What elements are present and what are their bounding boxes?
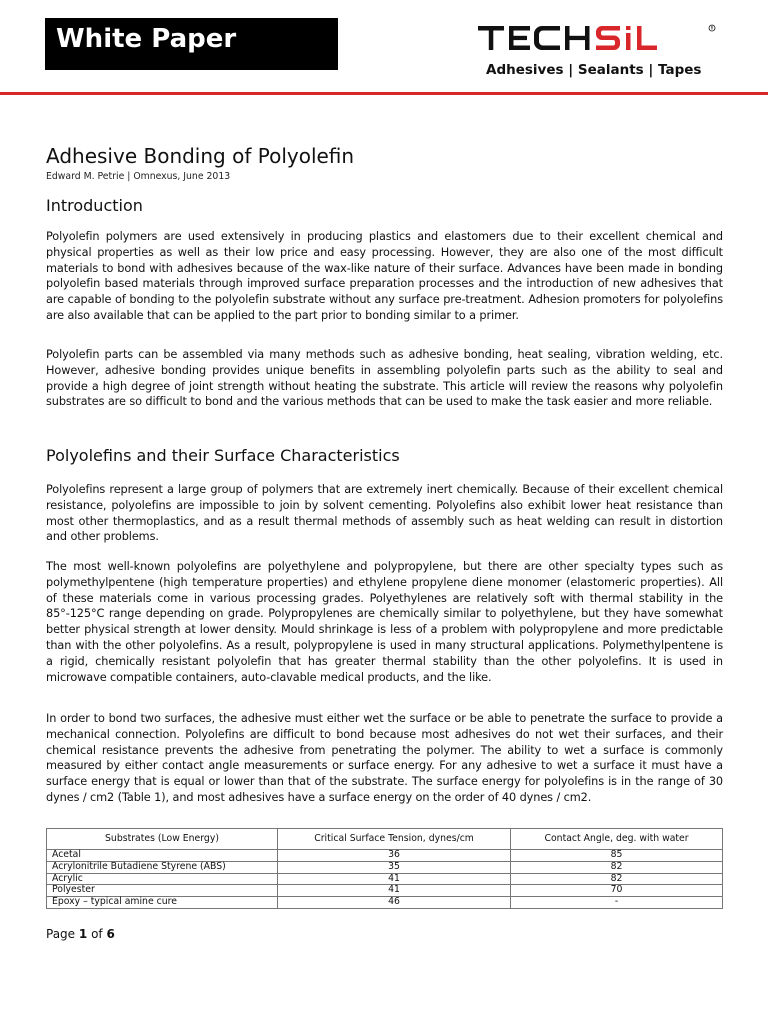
table-cell: Epoxy – typical amine cure xyxy=(47,897,278,909)
table-cell: 36 xyxy=(278,850,511,862)
section-heading-introduction: Introduction xyxy=(46,196,143,215)
document-title: Adhesive Bonding of Polyolefin xyxy=(46,144,355,168)
page-label: Page xyxy=(46,927,76,941)
table-cell: 82 xyxy=(511,873,723,885)
paragraph: In order to bond two surfaces, the adhesive must either wet the surface or be able to penetrate the surface to provide a mechanical connection. Polyolefins are difficult to bond because most adhesives do not wet their surfaces, and their chemical resistance prevents the adhesive from penetrating the polymer. The ability to wet a surface is commonly measured by either contact angle measurements or surface energy. For any adhesive to wet a surface it must have a surface energy that is equal or lower than that of the substrate. The surface energy for polyolefins is in the range of 30 dynes / cm2 (Table 1), and most adhesives have a surface energy on the order of 40 dynes / cm2. xyxy=(46,712,723,804)
table-row xyxy=(47,850,723,862)
paragraph: The most well-known polyolefins are polyethylene and polypropylene, but there are other specialty types such as polymethylpentene (high temperature properties) and ethylene propylene diene monomer (elastomeric properties). All of these materials come in various processing grades. Polyethylenes are relatively soft with thermal stability in the 85°-125°C range depending on grade. Polypropylenes are chemically similar to polyethylene, but they have somewhat better physical strength at lower density. Mould shrinkage is less of a problem with polypropylene and more predictable than with the other polyolefins. As a result, polypropylene is used in many structural applications. Polymethylpentene is a rigid, chemically resistant polyolefin that has greater thermal stability than the other polyolefins. It is used in microwave compatible containers, auto-clavable medical products, and the like. xyxy=(46,560,723,684)
white-paper-badge xyxy=(45,18,338,70)
table-row xyxy=(47,885,723,897)
section-heading-surface-characteristics: Polyolefins and their Surface Characteristics xyxy=(46,446,400,465)
techsil-logo xyxy=(476,22,721,58)
table-cell: 46 xyxy=(278,897,511,909)
page-of: of xyxy=(91,927,103,941)
table-cell: 85 xyxy=(511,850,723,862)
table-cell: Acetal xyxy=(47,850,278,862)
byline: Edward M. Petrie | Omnexus, June 2013 xyxy=(46,171,231,182)
table-cell: 41 xyxy=(278,885,511,897)
badge-label: White Paper xyxy=(56,24,237,54)
table-header-row xyxy=(47,829,723,850)
table-cell: Acrylonitrile Butadiene Styrene (ABS) xyxy=(47,861,278,873)
paragraph: Polyolefins represent a large group of polymers that are extremely inert chemically. Because of their excellent chemical resistance, polyolefins are impossible to join by solvent cementing. Polyolefins also exhibit lower heat resistance than most other thermoplastics, and as a result thermal methods of assembly such as heat welding can result in distortion and other problems. xyxy=(46,483,723,544)
table-cell: 70 xyxy=(511,885,723,897)
column-header: Contact Angle, deg. with water xyxy=(511,829,723,850)
header-divider xyxy=(0,92,768,95)
table-cell: Polyester xyxy=(47,885,278,897)
table-cell: Acrylic xyxy=(47,873,278,885)
paragraph: Polyolefin polymers are used extensively in producing plastics and elastomers due to their excellent chemical and physical properties as well as their low price and easy processing. However, they are also one of the most difficult materials to bond with adhesives because of the wax-like nature of their surface. Advances have been made in bonding polyolefin based materials through improved surface preparation processes and the introduction of new adhesives that are capable of bonding to the polyolefin substrate without any surface pre-treatment. Adhesion promoters for polyolefins are also available that can be applied to the part prior to bonding similar to a primer. xyxy=(46,230,723,322)
column-header: Critical Surface Tension, dynes/cm xyxy=(278,829,511,850)
page-number xyxy=(46,927,115,941)
table-cell: 35 xyxy=(278,861,511,873)
table-row xyxy=(47,897,723,909)
column-header: Substrates (Low Energy) xyxy=(47,829,278,850)
table-cell: - xyxy=(511,897,723,909)
page-total: 6 xyxy=(106,927,115,941)
table-cell: 82 xyxy=(511,861,723,873)
svg-text:R: R xyxy=(710,25,714,31)
table-row xyxy=(47,873,723,885)
table-cell: 41 xyxy=(278,873,511,885)
table-row xyxy=(47,861,723,873)
page-current: 1 xyxy=(78,927,88,941)
paragraph: Polyolefin parts can be assembled via many methods such as adhesive bonding, heat sealing, vibration welding, etc. However, adhesive bonding provides unique benefits in assembling polyolefin parts such as the ability to seal and provide a high degree of joint strength without heating the substrate. This article will review the reasons why polyolefin substrates are so difficult to bond and the various methods that can be used to make the task easier and more reliable. xyxy=(46,348,723,409)
brand-tagline: Adhesives | Sealants | Tapes xyxy=(486,62,702,78)
surface-energy-table xyxy=(46,828,723,909)
